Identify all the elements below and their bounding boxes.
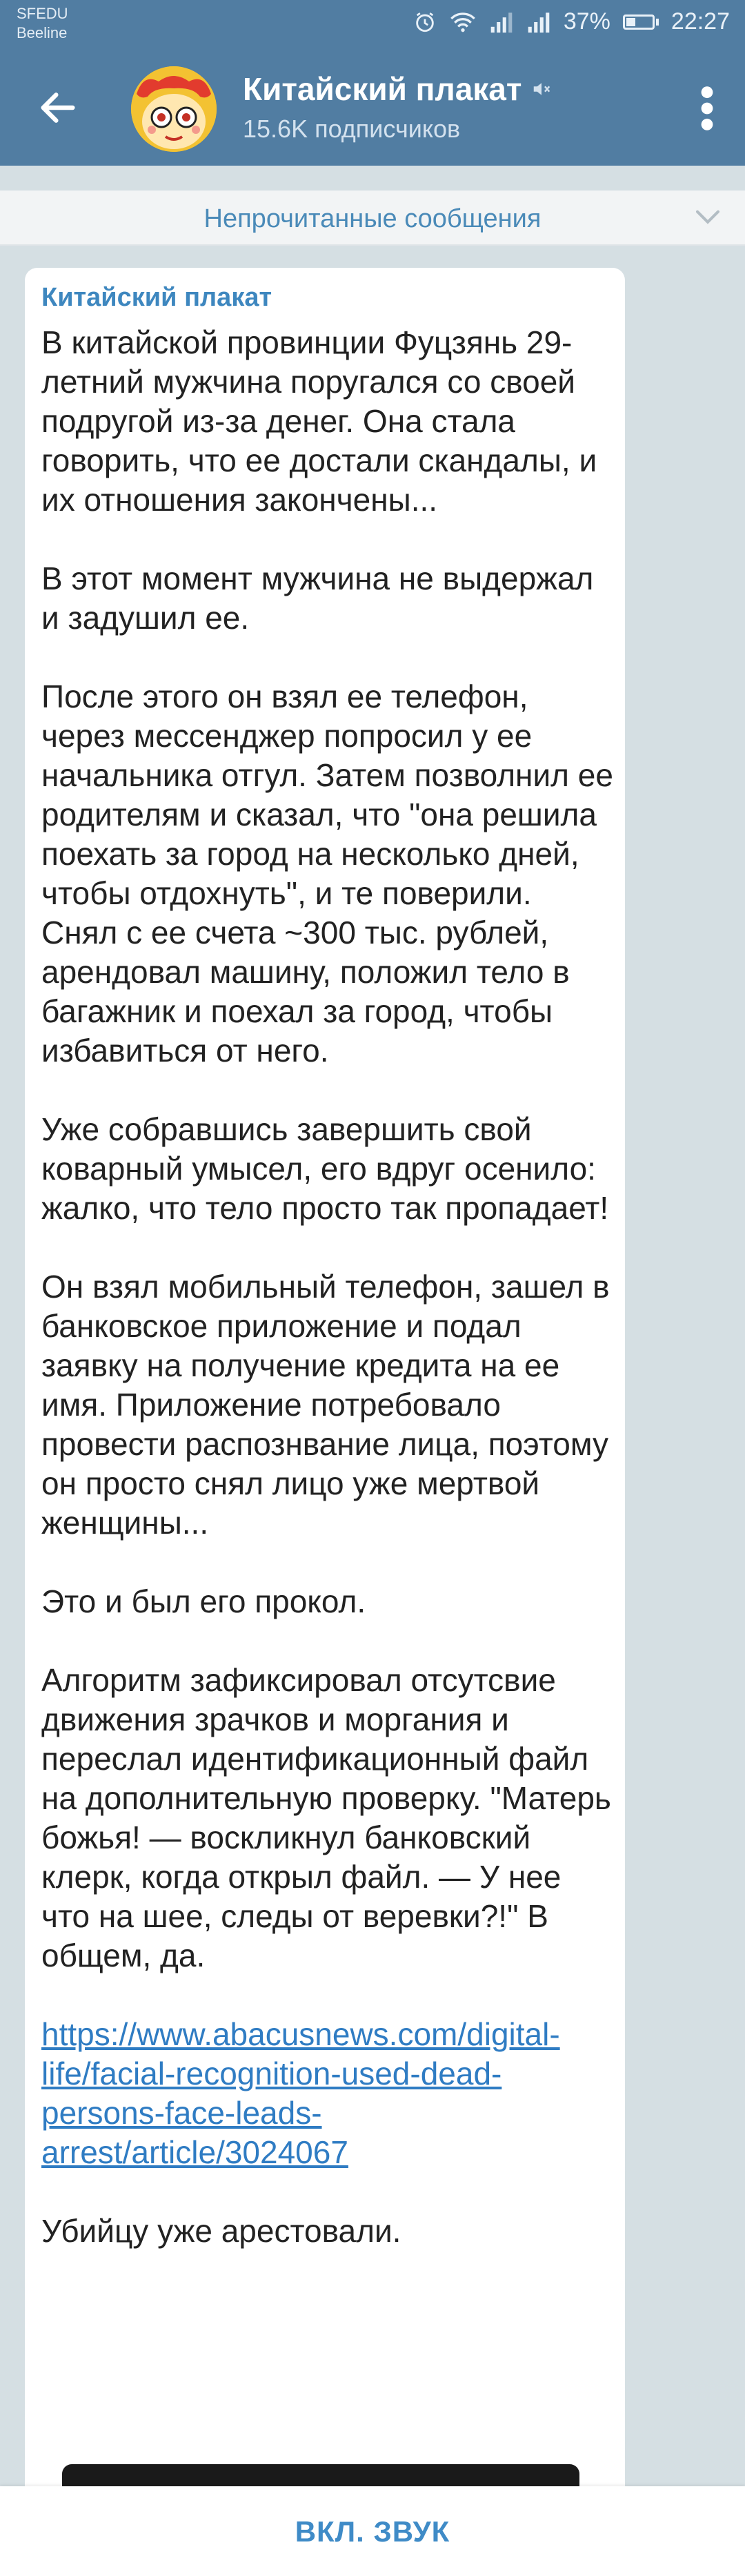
avatar-face-icon [131,66,217,152]
message-paragraph: Он взял мобильный телефон, зашел в банковское приложение и подал заявку на получение кредита на ее имя. Приложение потребовало провести распознвание лица, поэтому он просто снял лицо уже мертвой женщины... [41,1269,610,1541]
signal-icon-2 [526,10,551,34]
alarm-icon [413,10,437,34]
unmute-button[interactable]: ВКЛ. ЗВУК [295,2515,450,2548]
message-paragraph: В этот момент мужчина не выдержал и задушил ее. [41,560,594,636]
battery-fill [626,18,635,26]
battery-percent: 37% [563,8,610,35]
carrier-info [17,4,68,43]
message-paragraph: Уже собравшись завершить свой коварный умысел, его вдруг осенило: жалко, что тело просто так пропадает! [41,1111,609,1226]
signal-icon-1 [489,10,514,34]
message-paragraph: В китайской провинции Фуцзянь 29-летний мужчина поругался со своей подругой из-за денег. Она стала говорить, что ее достали скандалы, и их отношения закончены... [41,324,597,518]
bottom-bar [0,2486,745,2576]
message-text [41,323,614,2290]
unread-label: Непрочитанные сообщения [203,204,542,233]
chat-title-row [243,70,552,108]
battery-icon [623,14,659,30]
message-author: Китайский плакат [41,283,272,312]
chat-header [0,50,745,166]
chevron-down-icon[interactable] [694,207,722,228]
subscriber-count: 15.6K подписчиков [243,115,461,143]
unread-messages-banner [0,191,745,246]
message-closing: Убийцу уже арестовали. [41,2213,401,2249]
link-preview-strip[interactable] [62,2464,579,2488]
status-bar [0,0,745,50]
more-vertical-icon[interactable] [697,84,717,133]
article-link[interactable]: https://www.abacusnews.com/digital-life/facial-recognition-used-dead-persons-face-leads-arrest/article/3024067 [41,2016,560,2170]
message-paragraph: Это и был его прокол. [41,1583,366,1619]
chat-title-block[interactable] [243,70,552,144]
clock: 22:27 [670,8,730,35]
status-icons [413,8,730,35]
message-bubble[interactable] [25,268,625,2511]
muted-speaker-icon [531,79,552,99]
wifi-icon [449,10,477,34]
carrier-line-1: SFEDU [17,5,68,22]
channel-avatar[interactable] [131,66,217,152]
carrier-line-2: Beeline [17,24,68,41]
message-paragraph: После этого он взял ее телефон, через мессенджер попросил у ее начальника отгул. Затем позволнил ее родителям и сказал, что "она решила поехать за город на несколько дней, чтобы отдохнуть", и те поверили. Снял с ее счета ~300 тыс. рублей, арендовал машину, положил тело в багажник и поехал за город, чтобы избавиться от него. [41,679,613,1069]
arrow-left-icon[interactable] [36,86,80,130]
chat-title: Китайский плакат [243,71,522,107]
message-paragraph: Алгоритм зафиксировал отсутсвие движения зрачков и моргания и переслал идентификационный файл на дополнительную проверку. "Матерь божья! — воскликнул банковский клерк, когда открыл файл. — У нее что на шее, следы от веревки?!" В общем, да. [41,1662,611,1973]
